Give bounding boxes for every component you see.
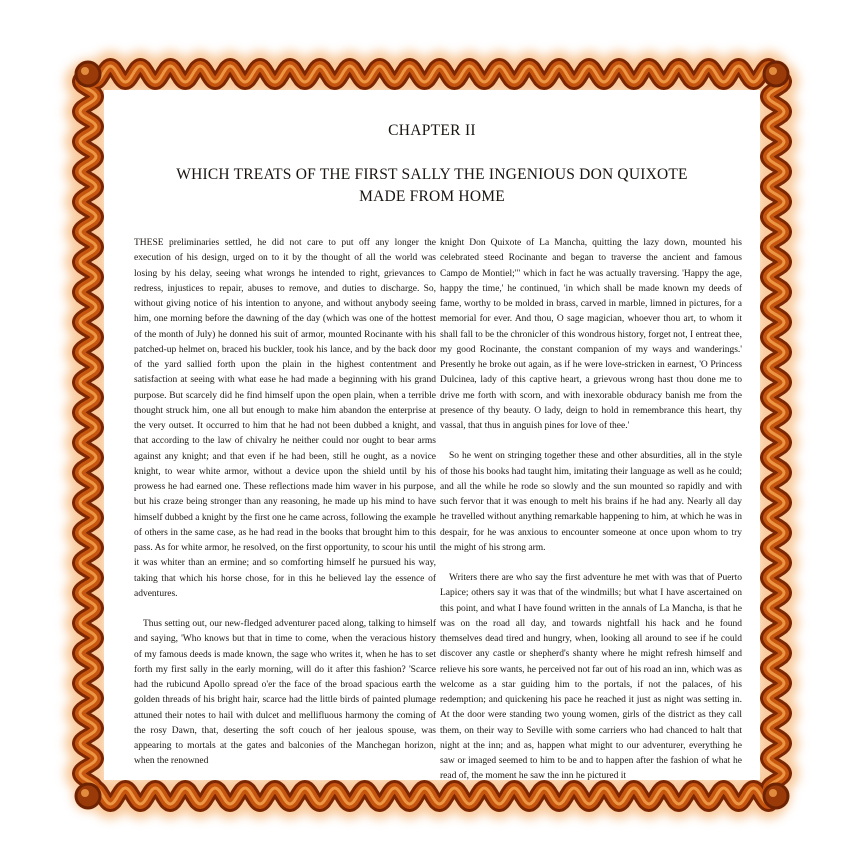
paragraph: THESE preliminaries settled, he did not care to put off any longer the execution of his design, urged on to it by the thought of all the world was losing by his delay, seeing what wrongs he intended to right, grievances to redress, injustices to repair, abuses to remove, and duties to discharge. So, without giving notice of his intention to anyone, and without anybody seeing him, one morning before the dawning of the day (which was one of the hottest of the month of July) he donned his suit of armor, mounted Rocinante with his patched-up helmet on, braced his buckler, took his lance, and by the back door of the yard sallied forth upon the plain in the highest contentment and satisfaction at seeing with what ease he had made a beginning with his grand purpose. But scarcely did he find himself upon the open plain, when a terrible thought struck him, one all but enough to make him abandon the enterprise at the very outset. It occurred to him that he had not been dubbed a knight, and that according to the law of chivalry he neither could nor ought to bear arms against any knight; and that even if he had been, still he ought, as a novice knight, to wear white armor, without a device upon the shield until by his prowess he had earned one. These reflections made him waver in his purpose, but his craze being stronger than any reasoning, he made up his mind to have himself dubbed a knight by the first one he came across, following the example of others in the same case, as he had read in the books that brought him to this pass. As for white armor, he resolved, on the first opportunity, to scour his until it was whiter than an ermine; and so comforting himself he pursued his way, taking that which his horse chose, for in this he believed lay the essence of adventures. [134, 238, 436, 599]
frame-corner-knob [76, 62, 100, 86]
frame-corner-knob [76, 784, 100, 808]
text-column-right [440, 236, 742, 785]
text-column-left [134, 236, 436, 770]
paragraph: Thus setting out, our new-fledged adventurer paced along, talking to himself and saying, 'Who knows but that in time to come, when the veracious history of my famous deeds is made known, the sage who writes it, when he has to set forth my first sally in the early morning, will do it after this fashion? 'Scarce had the rubicund Apollo spread o'er the face of the broad spacious earth the golden threads of his bright hair, scarce had the little birds of painted plumage attuned their notes to hail with dulcet and mellifluous harmony the coming of the rosy Dawn, that, deserting the soft couch of her jealous spouse, was appearing to mortals at the gates and balconies of the Manchegan horizon, when the renowned [134, 619, 436, 767]
frame-corner-knob-highlight [81, 67, 89, 75]
paragraph: Writers there are who say the first adventure he met with was that of Puerto Lapice; others say it was that of the windmills; but what I have ascertained on this point, and what I have found written in the annals of La Mancha, is that he was on the road all day, and towards nightfall his hack and he found themselves dead tired and hungry, when, looking all around to see if he could discover any castle or shepherd's shanty where he might refresh himself and relieve his sore wants, he perceived not far out of his road an inn, which was as welcome as a star guiding him to the portals, if not the palaces, of his redemption; and quickening his pace he reached it just as night was setting in. At the door were standing two young women, girls of the district as they call them, on their way to Seville with some carriers who had chanced to halt that night at the inn; and as, happen what might to our adventurer, everything he saw or imaged seemed to him to be and to happen after the fashion of what he read of, the moment he saw the inn he pictured it [440, 573, 742, 782]
paragraph: knight Don Quixote of La Mancha, quitting the lazy down, mounted his celebrated steed Rocinante and began to traverse the ancient and famous Campo de Montiel;'" which in fact he was actually traversing. 'Happy the age, happy the time,' he continued, 'in which shall be made known my deeds of fame, worthy to be molded in brass, carved in marble, limned in pictures, for a memorial for ever. And thou, O sage magician, whoever thou art, to whom it shall fall to be the chronicler of this wondrous history, forget not, I entreat thee, my good Rocinante, the constant companion of my ways and wanderings.' Presently he broke out again, as if he were love-stricken in earnest, 'O Princess Dulcinea, lady of this captive heart, a grievous wrong hast thou done me to drive me forth with scorn, and with inexorable obduracy banish me from the presence of thy beauty. O lady, deign to hold in remembrance this heart, thy vassal, that thus in anguish pines for love of thee.' [440, 238, 742, 431]
chapter-title-line-2: MADE FROM HOME [359, 188, 505, 205]
chapter-title [104, 164, 760, 208]
chapter-heading: CHAPTER II [388, 122, 476, 139]
frame-corner-knob-highlight [769, 67, 777, 75]
frame-corner-knob [764, 62, 788, 86]
frame-corner-knob-highlight [81, 789, 89, 797]
frame-corner-knob-highlight [769, 789, 777, 797]
frame-corner-knob [764, 784, 788, 808]
chapter-title-line-1: WHICH TREATS OF THE FIRST SALLY THE INGENIOUS DON QUIXOTE [176, 166, 688, 183]
document-page [104, 90, 760, 780]
paragraph: So he went on stringing together these and other absurdities, all in the style of those his books had taught him, imitating their language as well as he could; and all the while he rode so slowly and the sun mounted so rapidly and with such fervor that it was enough to melt his brains if he had any. Nearly all day he travelled without anything remarkable happening to him, at which he was in despair, for he was anxious to encounter someone at once upon whom to try the might of his strong arm. [440, 451, 742, 553]
